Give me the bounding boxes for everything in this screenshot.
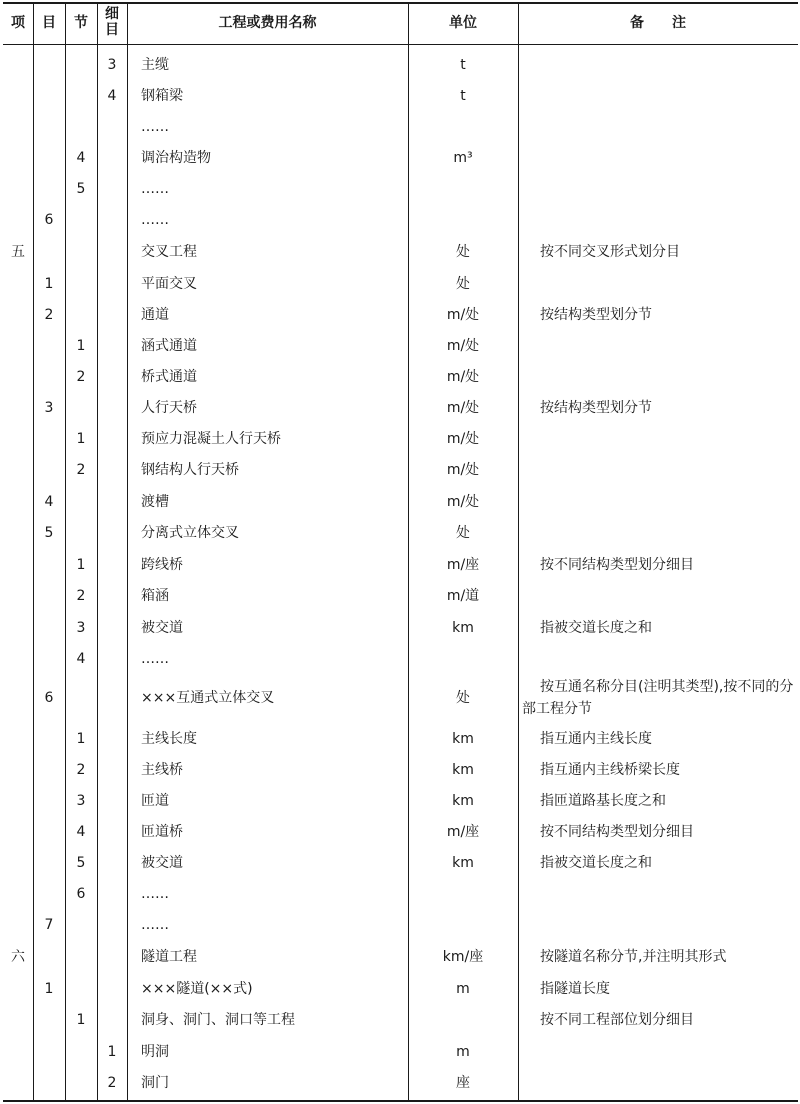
row-22-unit: km — [452, 731, 474, 747]
row-20-jie: 4 — [76, 651, 86, 667]
row-30-note: 指隧道长度 — [540, 981, 610, 997]
row-9-note: 按结构类型划分节 — [540, 307, 652, 323]
row-12-unit: m/处 — [446, 400, 480, 416]
row-22-name: 主线长度 — [141, 731, 197, 747]
row-25-unit: m/座 — [446, 824, 480, 840]
row-14-jie: 2 — [76, 462, 86, 478]
row-14-name: 钢结构人行天桥 — [141, 462, 239, 478]
row-4-jie: 4 — [76, 150, 86, 166]
row-17-note: 按不同结构类型划分细目 — [540, 557, 694, 573]
row-23-note: 指互通内主线桥梁长度 — [540, 762, 680, 778]
row-26-note: 指被交道长度之和 — [540, 855, 652, 871]
row-4-name: 调治构造物 — [141, 150, 211, 166]
column-divider — [65, 2, 66, 1100]
row-8-unit: 处 — [456, 276, 470, 292]
row-26-unit: km — [452, 855, 474, 871]
row-21-note: 按互通名称分目(注明其类型),按不同的分部工程分节 — [522, 679, 794, 717]
row-33-name: 洞门 — [141, 1075, 169, 1091]
row-29-name: 隧道工程 — [141, 949, 197, 965]
row-28-mu: 7 — [44, 917, 54, 933]
row-13-jie: 1 — [76, 431, 86, 447]
row-6-mu: 6 — [44, 212, 54, 228]
row-5-name: …… — [141, 181, 169, 197]
row-12-mu: 3 — [44, 400, 54, 416]
column-divider — [97, 2, 98, 1100]
row-20-name: …… — [141, 651, 169, 667]
row-18-name: 箱涵 — [141, 588, 169, 604]
row-32-unit: m — [456, 1044, 470, 1060]
row-17-jie: 1 — [76, 557, 86, 573]
row-15-name: 渡槽 — [141, 494, 169, 510]
row-32-ximu: 1 — [107, 1044, 117, 1060]
row-21-name: ×××互通式立体交叉 — [141, 690, 275, 706]
row-15-unit: m/处 — [446, 494, 480, 510]
row-33-unit: 座 — [456, 1075, 470, 1091]
row-19-note: 指被交道长度之和 — [540, 620, 652, 636]
row-25-name: 匝道桥 — [141, 824, 183, 840]
row-30-name: ×××隧道(××式) — [141, 981, 253, 997]
row-31-name: 洞身、洞门、洞口等工程 — [141, 1012, 295, 1028]
row-18-jie: 2 — [76, 588, 86, 604]
row-11-jie: 2 — [76, 369, 86, 385]
row-16-unit: 处 — [456, 525, 470, 541]
row-17-name: 跨线桥 — [141, 557, 183, 573]
row-28-name: …… — [141, 917, 169, 933]
row-9-mu: 2 — [44, 307, 54, 323]
row-11-unit: m/处 — [446, 369, 480, 385]
header-ximu: 细 目 — [105, 6, 119, 38]
row-5-jie: 5 — [76, 181, 86, 197]
row-8-mu: 1 — [44, 276, 54, 292]
row-29-note: 按隧道名称分节,并注明其形式 — [540, 949, 727, 965]
row-13-unit: m/处 — [446, 431, 480, 447]
column-divider — [127, 2, 128, 1100]
row-2-name: 钢箱梁 — [141, 88, 183, 104]
table-bottom-rule — [3, 1100, 798, 1102]
row-7-xiang: 五 — [11, 244, 25, 260]
row-30-unit: m — [456, 981, 470, 997]
row-12-name: 人行天桥 — [141, 400, 197, 416]
row-26-name: 被交道 — [141, 855, 183, 871]
row-23-name: 主线桥 — [141, 762, 183, 778]
row-10-jie: 1 — [76, 338, 86, 354]
row-24-note: 指匝道路基长度之和 — [540, 793, 666, 809]
row-19-name: 被交道 — [141, 620, 183, 636]
row-31-note: 按不同工程部位划分细目 — [540, 1012, 694, 1028]
header-mu: 目 — [42, 15, 56, 31]
row-14-unit: m/处 — [446, 462, 480, 478]
row-7-unit: 处 — [456, 244, 470, 260]
row-15-mu: 4 — [44, 494, 54, 510]
row-9-name: 通道 — [141, 307, 169, 323]
row-1-unit: t — [460, 57, 466, 73]
row-24-jie: 3 — [76, 793, 86, 809]
row-29-unit: km/座 — [442, 949, 484, 965]
header-xiang: 项 — [11, 15, 25, 31]
row-10-name: 涵式通道 — [141, 338, 197, 354]
row-22-jie: 1 — [76, 731, 86, 747]
column-divider — [518, 2, 519, 1100]
row-12-note: 按结构类型划分节 — [540, 400, 652, 416]
row-24-name: 匝道 — [141, 793, 169, 809]
row-25-note: 按不同结构类型划分细目 — [540, 824, 694, 840]
row-33-ximu: 2 — [107, 1075, 117, 1091]
row-2-ximu: 4 — [107, 88, 117, 104]
header-jie: 节 — [74, 15, 88, 31]
row-22-note: 指互通内主线长度 — [540, 731, 652, 747]
header-name: 工程或费用名称 — [218, 15, 317, 31]
row-4-unit: m³ — [453, 150, 473, 166]
row-32-name: 明洞 — [141, 1044, 169, 1060]
row-13-name: 预应力混凝土人行天桥 — [141, 431, 281, 447]
row-31-jie: 1 — [76, 1012, 86, 1028]
header-bottom-rule — [3, 44, 798, 45]
row-18-unit: m/道 — [446, 588, 480, 604]
row-16-mu: 5 — [44, 525, 54, 541]
row-11-name: 桥式通道 — [141, 369, 197, 385]
row-2-unit: t — [460, 88, 466, 104]
row-21-mu: 6 — [44, 690, 54, 706]
row-7-name: 交叉工程 — [141, 244, 197, 260]
row-8-name: 平面交叉 — [141, 276, 197, 292]
row-1-ximu: 3 — [107, 57, 117, 73]
column-divider — [33, 2, 34, 1100]
row-16-name: 分离式立体交叉 — [141, 525, 239, 541]
row-6-name: …… — [141, 212, 169, 228]
row-30-mu: 1 — [44, 981, 54, 997]
header-note: 备 注 — [630, 15, 686, 31]
row-17-unit: m/座 — [446, 557, 480, 573]
row-26-jie: 5 — [76, 855, 86, 871]
table-top-rule — [3, 2, 798, 4]
row-7-note: 按不同交叉形式划分目 — [540, 244, 680, 260]
row-23-unit: km — [452, 762, 474, 778]
row-25-jie: 4 — [76, 824, 86, 840]
header-unit: 单位 — [449, 15, 477, 31]
row-3-name: …… — [141, 119, 169, 135]
row-21-unit: 处 — [456, 690, 470, 706]
row-9-unit: m/处 — [446, 307, 480, 323]
row-10-unit: m/处 — [446, 338, 480, 354]
row-24-unit: km — [452, 793, 474, 809]
row-27-jie: 6 — [76, 886, 86, 902]
row-23-jie: 2 — [76, 762, 86, 778]
row-19-jie: 3 — [76, 620, 86, 636]
row-19-unit: km — [452, 620, 474, 636]
column-divider — [408, 2, 409, 1100]
row-27-name: …… — [141, 886, 169, 902]
row-1-name: 主缆 — [141, 57, 169, 73]
row-29-xiang: 六 — [11, 949, 25, 965]
